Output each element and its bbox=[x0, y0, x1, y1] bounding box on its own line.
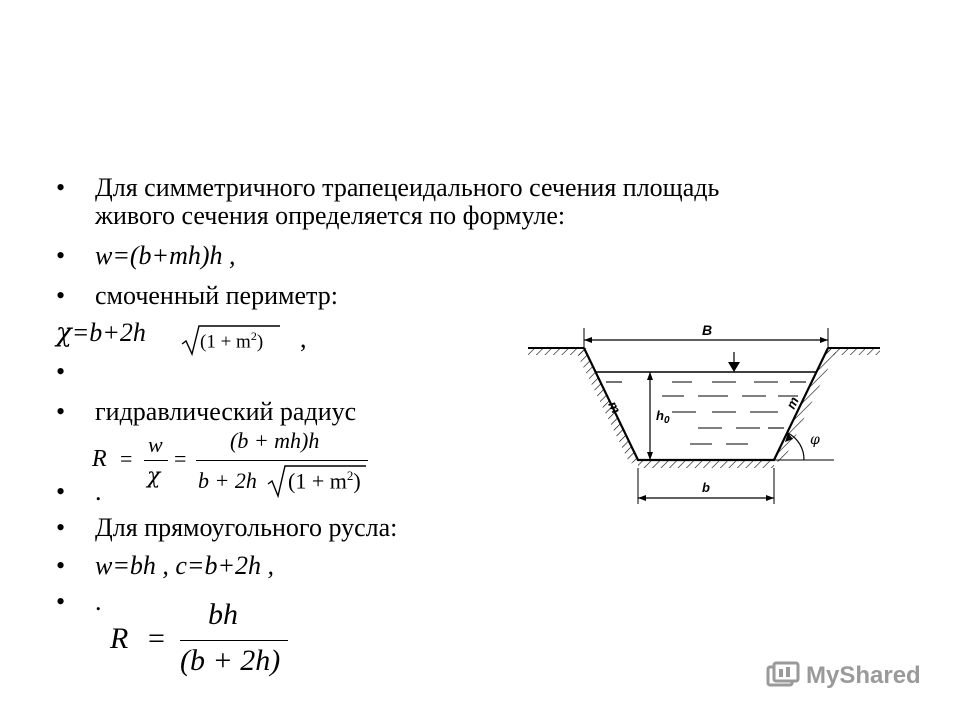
bullet-9-text: . bbox=[95, 587, 102, 616]
perimeter-formula bbox=[56, 318, 146, 348]
bullet-dot: • bbox=[56, 397, 66, 426]
rect-R-symbol: R bbox=[110, 622, 129, 655]
radicand-close: ) bbox=[256, 331, 264, 353]
radicand-exp: 2 bbox=[250, 329, 257, 343]
m-right-label: m bbox=[783, 394, 802, 412]
bullet-1-line-1: Для симметричного трапецеидального сечения площадь bbox=[95, 173, 720, 202]
trapezoid-channel-diagram bbox=[522, 318, 884, 508]
right-slope-hatch bbox=[774, 348, 836, 464]
water-level-marker bbox=[728, 362, 740, 372]
b-label: b bbox=[702, 480, 710, 495]
radius-radicand-text: (1 + m bbox=[288, 468, 347, 494]
eq-1: = bbox=[120, 446, 133, 471]
watermark-text: MyShared bbox=[806, 662, 921, 689]
radius-radicand-close: ) bbox=[353, 468, 361, 494]
bullet-dot: • bbox=[56, 513, 66, 542]
chi-rhs: =b+2h bbox=[71, 318, 146, 347]
watermark bbox=[766, 656, 921, 696]
hydraulic-radius-label: гидравлический радиус bbox=[95, 397, 357, 426]
rect-numerator: bh bbox=[208, 598, 238, 631]
radicand-text: (1 + m bbox=[200, 331, 251, 353]
bullet-dot: • bbox=[56, 173, 66, 202]
radius-radicand bbox=[288, 468, 361, 494]
bullet-dot: • bbox=[56, 477, 66, 506]
R-symbol: R bbox=[92, 446, 107, 472]
m-left-label: m bbox=[605, 398, 624, 416]
radius-radicand-exp: 2 bbox=[346, 468, 354, 483]
bullet-1-line-2: живого сечения определяется по формуле: bbox=[95, 201, 566, 230]
area-formula-text: w=(b+mh)h , bbox=[95, 241, 236, 270]
eq-2: = bbox=[174, 446, 187, 471]
bullet-dot: • bbox=[56, 587, 66, 616]
water-dashes bbox=[606, 382, 806, 444]
bed-hatch bbox=[638, 460, 774, 468]
bullet-dot: • bbox=[56, 357, 66, 386]
frac-line-2 bbox=[196, 460, 368, 461]
h0-label: $h_0$ bbox=[656, 408, 670, 426]
radius-numerator: (b + mh)h bbox=[230, 428, 320, 453]
rect-denominator: (b + 2h) bbox=[180, 644, 281, 677]
rect-formulas-text: w=bh , c=b+2h , bbox=[95, 551, 275, 580]
rect-eq: = bbox=[148, 622, 165, 655]
chi-den: χ bbox=[147, 464, 161, 489]
bullet-dot: • bbox=[56, 241, 66, 270]
frac-line-1 bbox=[144, 460, 168, 461]
radius-den-left: b + 2h bbox=[198, 468, 257, 493]
phi-label: φ bbox=[810, 432, 820, 448]
w-num: w bbox=[148, 432, 163, 457]
perimeter-comma: , bbox=[300, 324, 307, 353]
wetted-perimeter-label: смоченный периметр: bbox=[95, 281, 338, 310]
rect-radius-formula bbox=[108, 596, 308, 688]
rect-frac-line bbox=[180, 640, 288, 641]
watermark-logo-icon bbox=[766, 661, 800, 691]
bullet-6-text: . bbox=[95, 477, 102, 506]
chi-symbol: χ bbox=[56, 318, 72, 348]
radius-formula bbox=[90, 424, 380, 504]
sqrt-radicand bbox=[200, 329, 263, 353]
bullet-dot: • bbox=[56, 551, 66, 580]
B-label: B bbox=[702, 322, 713, 338]
bullet-dot: • bbox=[56, 281, 66, 310]
rect-channel-label: Для прямоугольного русла: bbox=[95, 513, 398, 542]
